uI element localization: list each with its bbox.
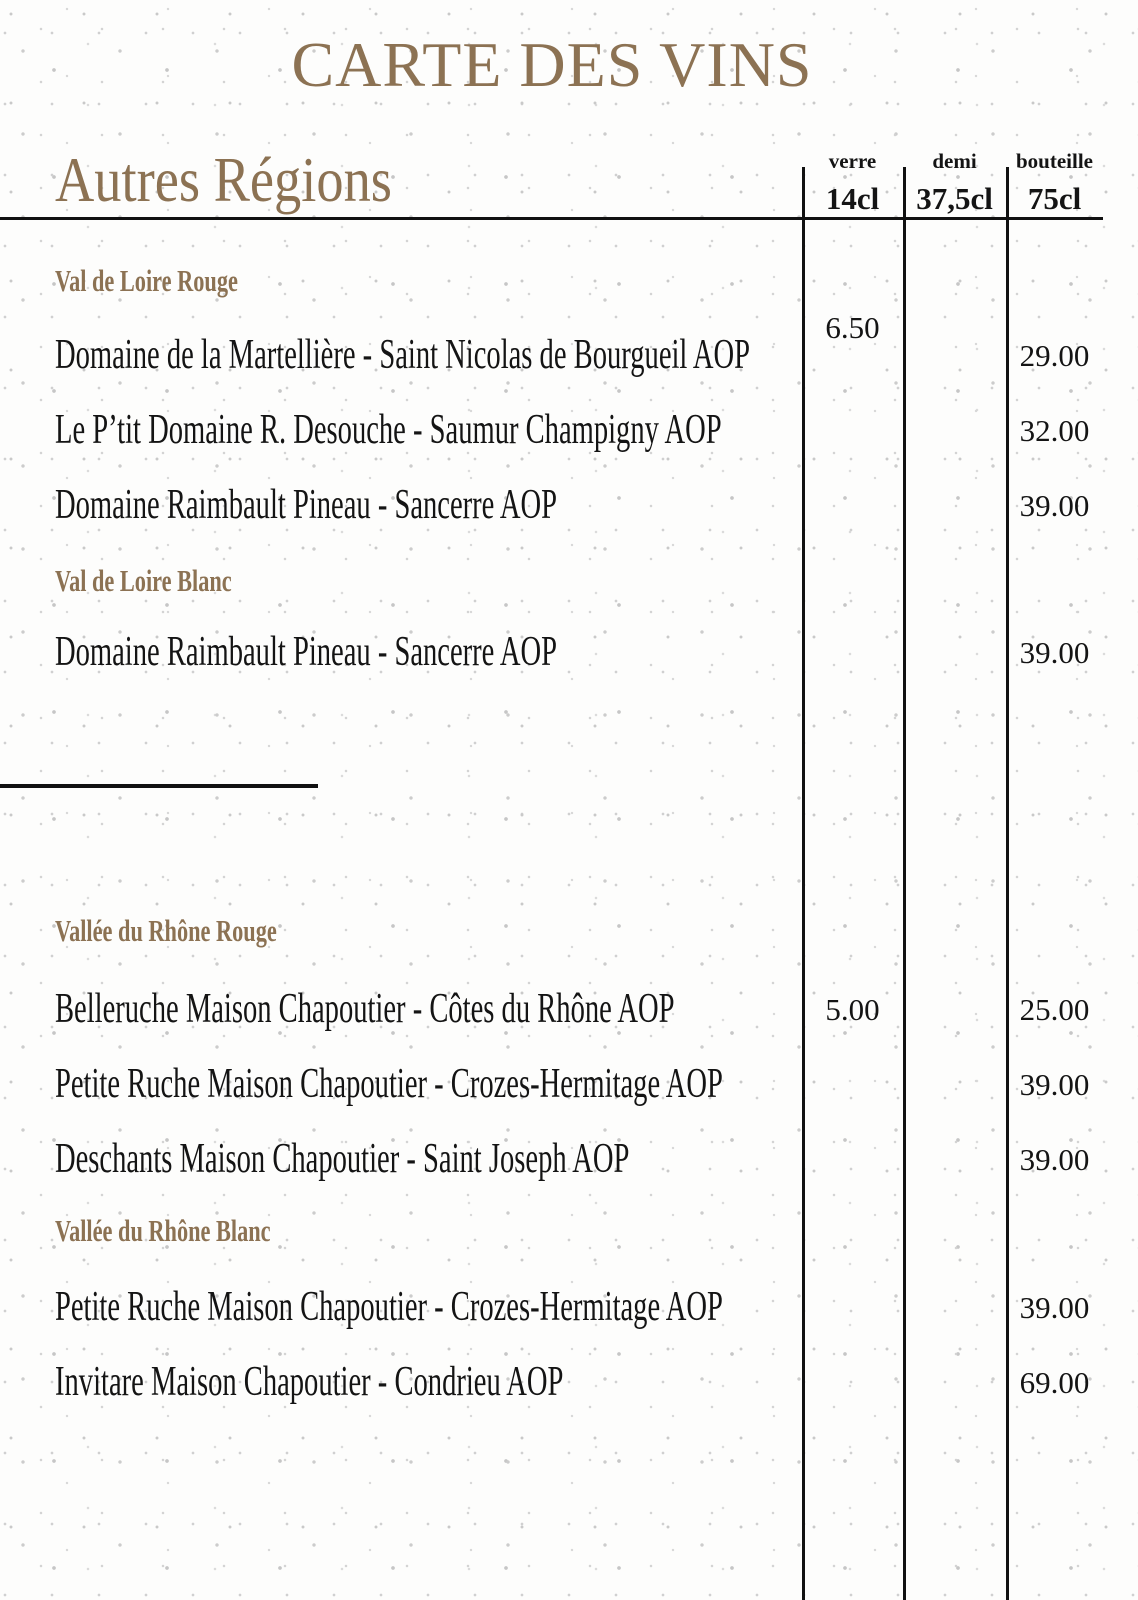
wine-name: Petite Ruche Maison Chapoutier - Crozes-Hermitage AOP — [55, 1061, 723, 1107]
wine-row — [0, 409, 1138, 459]
wine-name: Petite Ruche Maison Chapoutier - Crozes-Hermitage AOP — [55, 1284, 723, 1330]
column-header-verre-label: verre — [828, 149, 877, 173]
column-header-demi-label: demi — [932, 149, 977, 173]
wine-name: Domaine Raimbault Pineau - Sancerre AOP — [55, 629, 558, 675]
wine-row — [0, 988, 1138, 1038]
price-bouteille: 25.00 — [1019, 992, 1090, 1027]
price-bouteille: 39.00 — [1019, 1067, 1090, 1102]
price-bouteille: 69.00 — [1019, 1365, 1090, 1400]
price-bouteille: 39.00 — [1019, 488, 1090, 523]
price-bouteille: 39.00 — [1019, 1142, 1090, 1177]
section-heading-val-de-loire-rouge: Val de Loire Rouge — [55, 263, 238, 298]
column-header-demi-size: 37,5cl — [916, 181, 993, 216]
column-header-bouteille-size: 75cl — [1027, 181, 1082, 216]
wine-row — [0, 310, 1138, 384]
price-bouteille: 39.00 — [1019, 1290, 1090, 1325]
wine-row — [0, 484, 1138, 534]
price-bouteille: 29.00 — [1019, 338, 1090, 373]
wine-name: Deschants Maison Chapoutier - Saint Joseph AOP — [55, 1136, 630, 1182]
price-verre: 5.00 — [825, 992, 880, 1027]
wine-row — [0, 1361, 1138, 1411]
region-heading: Autres Régions — [55, 144, 392, 215]
wine-row — [0, 1063, 1138, 1113]
column-header-verre-size: 14cl — [825, 181, 880, 216]
page-title: CARTE DES VINS — [291, 29, 813, 100]
wine-name: Invitare Maison Chapoutier - Condrieu AOP — [55, 1359, 564, 1405]
section-heading-vallee-du-rhone-rouge: Vallée du Rhône Rouge — [55, 913, 277, 948]
price-bouteille: 32.00 — [1019, 413, 1090, 448]
wine-row — [0, 1286, 1138, 1336]
price-verre: 6.50 — [825, 310, 880, 345]
wine-row — [0, 631, 1138, 681]
wine-name: Belleruche Maison Chapoutier - Côtes du Rhône AOP — [55, 986, 675, 1032]
section-heading-vallee-du-rhone-blanc: Vallée du Rhône Blanc — [55, 1213, 271, 1248]
header-horizontal-rule — [0, 217, 1103, 220]
wine-name: Domaine Raimbault Pineau - Sancerre AOP — [55, 482, 558, 528]
wine-name: Domaine de la Martellière - Saint Nicolas de Bourgueil AOP — [55, 332, 751, 378]
section-heading-val-de-loire-blanc: Val de Loire Blanc — [55, 563, 232, 598]
section-divider-rule — [0, 784, 318, 788]
wine-row — [0, 1138, 1138, 1188]
wine-name: Le P’tit Domaine R. Desouche - Saumur Champigny AOP — [55, 407, 722, 453]
price-bouteille: 39.00 — [1019, 635, 1090, 670]
column-header-bouteille-label: bouteille — [1016, 149, 1093, 173]
